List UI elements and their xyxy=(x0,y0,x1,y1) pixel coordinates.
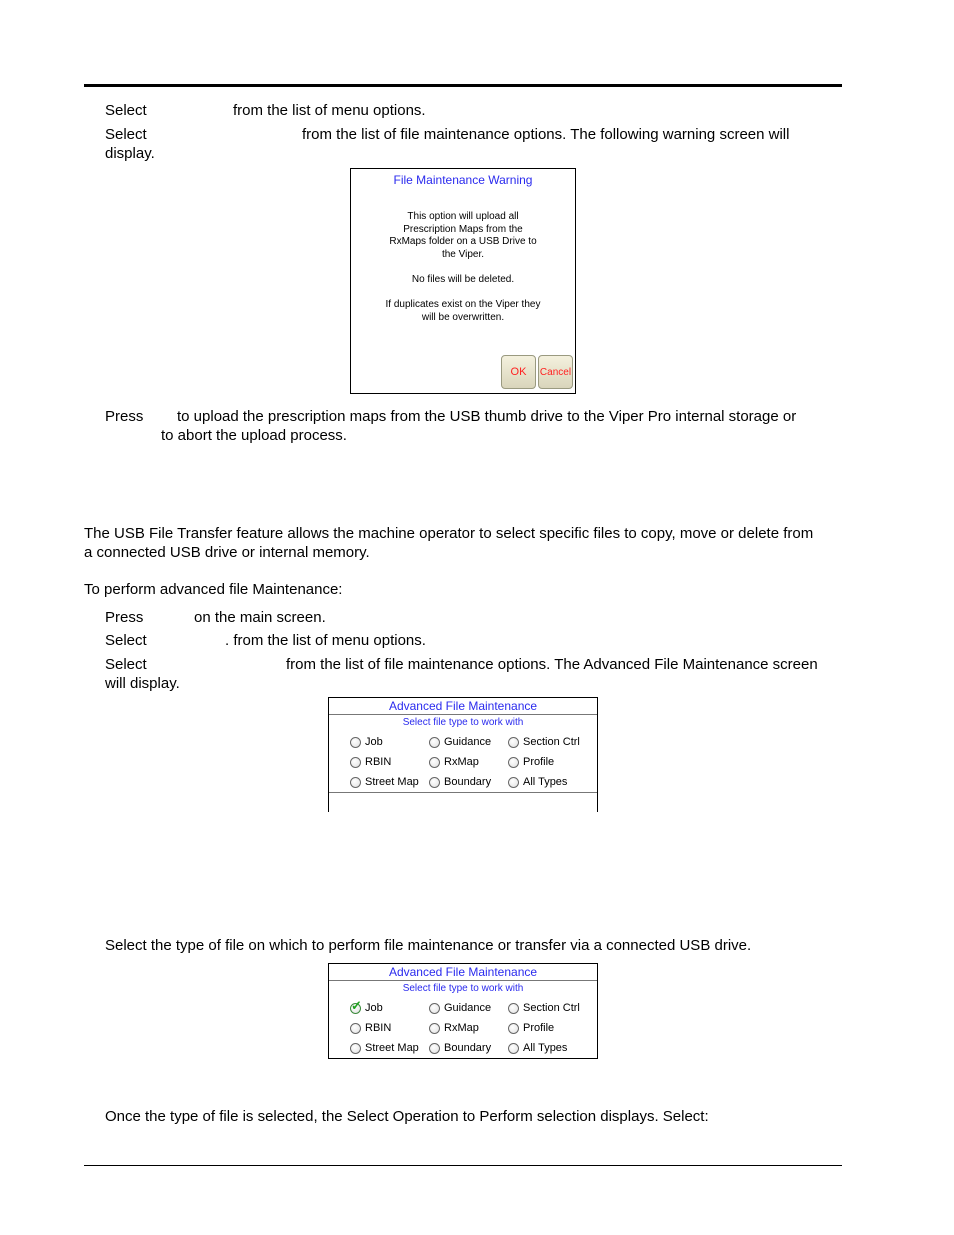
step-select-cont-b2: will display. xyxy=(105,675,180,692)
radio-rxmap[interactable] xyxy=(429,754,479,770)
step-press-text-b: on the main screen. xyxy=(194,609,326,626)
panel-title: Advanced File Maintenance xyxy=(329,964,597,981)
radio-circle-icon xyxy=(508,757,519,768)
radio-all-types[interactable] xyxy=(508,1040,567,1056)
dialog-message xyxy=(361,211,565,324)
radio-label: Section Ctrl xyxy=(523,1002,580,1014)
file-maintenance-warning-dialog xyxy=(350,168,576,394)
radio-label: Street Map xyxy=(365,1042,419,1054)
radio-boundary[interactable] xyxy=(429,774,491,790)
radio-label: Boundary xyxy=(444,1042,492,1054)
panel-title: Advanced File Maintenance xyxy=(329,698,597,715)
radio-circle-icon xyxy=(508,1023,519,1034)
panel-divider xyxy=(329,792,597,793)
footer-rule xyxy=(84,1165,842,1166)
radio-label: All Types xyxy=(523,1042,568,1054)
radio-label: Job xyxy=(365,736,383,748)
step-press-verb: Press xyxy=(105,408,144,425)
radio-street-map[interactable] xyxy=(350,1040,419,1056)
advanced-file-maintenance-panel-selected xyxy=(328,963,598,1059)
step-select-verb: Select xyxy=(105,102,147,119)
radio-circle-icon xyxy=(429,757,440,768)
dialog-line-overwritten: will be overwritten. xyxy=(421,311,505,323)
radio-rbin[interactable] xyxy=(350,754,391,770)
intro-paragraph-line1: The USB File Transfer feature allows the machine operator to select specific files to copy, move or delete from xyxy=(84,525,814,542)
radio-label: Street Map xyxy=(365,776,419,788)
step-press-verb-b: Press xyxy=(105,609,144,626)
radio-rxmap[interactable] xyxy=(429,1020,479,1036)
radio-guidance[interactable] xyxy=(429,734,491,750)
step-press-cont: to abort the upload process. xyxy=(161,427,347,444)
radio-label: RBIN xyxy=(365,1022,392,1034)
radio-circle-icon xyxy=(508,777,519,788)
dialog-line: the Viper. xyxy=(441,248,485,260)
radio-profile[interactable] xyxy=(508,1020,554,1036)
radio-boundary[interactable] xyxy=(429,1040,491,1056)
intro-instructions: To perform advanced file Maintenance: xyxy=(84,581,343,598)
radio-street-map[interactable] xyxy=(350,774,419,790)
radio-circle-icon xyxy=(350,777,361,788)
dialog-line-duplicates: If duplicates exist on the Viper they xyxy=(385,299,541,311)
radio-checked-icon xyxy=(350,997,362,1014)
step-select-text: from the list of menu options. xyxy=(233,102,426,119)
radio-circle-icon xyxy=(350,737,361,748)
radio-rbin[interactable] xyxy=(350,1020,391,1036)
dialog-title: File Maintenance Warning xyxy=(393,173,533,187)
radio-profile[interactable] xyxy=(508,754,554,770)
intro-paragraph-line2: a connected USB drive or internal memory. xyxy=(84,544,370,561)
radio-job[interactable] xyxy=(350,734,383,750)
radio-label: Guidance xyxy=(444,736,492,748)
radio-circle-icon xyxy=(429,1043,440,1054)
radio-all-types[interactable] xyxy=(508,774,567,790)
radio-circle-icon xyxy=(508,1043,519,1054)
checkmark-icon: ✓ xyxy=(351,997,362,1013)
step-press-text: to upload the prescription maps from the USB thumb drive to the Viper Pro internal storage or xyxy=(177,408,797,425)
step-select-operation: Once the type of file is selected, the Select Operation to Perform selection displays. Select: xyxy=(105,1108,709,1125)
header-rule xyxy=(84,84,842,87)
radio-label: RBIN xyxy=(365,756,392,768)
radio-circle-icon xyxy=(350,757,361,768)
dialog-line: Prescription Maps from the xyxy=(403,223,523,235)
panel-subtitle: Select file type to work with xyxy=(402,983,524,994)
radio-section-ctrl[interactable] xyxy=(508,1000,580,1016)
step-select-file-type: Select the type of file on which to perform file maintenance or transfer via a connected USB drive. xyxy=(105,937,752,954)
step-select-text-b: . from the list of menu options. xyxy=(225,632,426,649)
radio-label: All Types xyxy=(523,776,568,788)
step-select-text-b2: from the list of file maintenance options. The Advanced File Maintenance screen xyxy=(286,656,818,673)
radio-circle-icon xyxy=(429,777,440,788)
step-select-verb-b: Select xyxy=(105,632,147,649)
step-select-text-2: from the list of file maintenance options. The following warning screen will xyxy=(302,126,790,143)
radio-job-selected[interactable] xyxy=(350,997,383,1016)
radio-circle-icon xyxy=(429,1003,440,1014)
radio-circle-icon xyxy=(508,1003,519,1014)
ok-button[interactable]: OK xyxy=(501,355,536,389)
radio-label: RxMap xyxy=(444,756,479,768)
radio-circle-icon xyxy=(350,1023,361,1034)
cancel-button[interactable]: Cancel xyxy=(538,355,573,389)
radio-label: Profile xyxy=(523,756,555,768)
radio-label: Guidance xyxy=(444,1002,492,1014)
radio-circle-icon xyxy=(429,737,440,748)
radio-circle-icon xyxy=(350,1043,361,1054)
dialog-line-no-delete: No files will be deleted. xyxy=(411,273,515,285)
radio-label: RxMap xyxy=(444,1022,479,1034)
radio-circle-icon xyxy=(508,737,519,748)
radio-circle-icon xyxy=(429,1023,440,1034)
radio-guidance[interactable] xyxy=(429,1000,491,1016)
advanced-file-maintenance-panel xyxy=(328,697,598,812)
radio-label: Boundary xyxy=(444,776,492,788)
radio-section-ctrl[interactable] xyxy=(508,734,580,750)
step-select-verb-b2: Select xyxy=(105,656,147,673)
radio-label: Section Ctrl xyxy=(523,736,580,748)
dialog-line: RxMaps folder on a USB Drive to xyxy=(389,236,537,248)
step-select-cont-2: display. xyxy=(105,145,155,162)
panel-subtitle: Select file type to work with xyxy=(402,717,524,728)
radio-label: Job xyxy=(365,1002,383,1014)
radio-label: Profile xyxy=(523,1022,555,1034)
step-select-verb-2: Select xyxy=(105,126,147,143)
dialog-line: This option will upload all xyxy=(407,211,519,222)
